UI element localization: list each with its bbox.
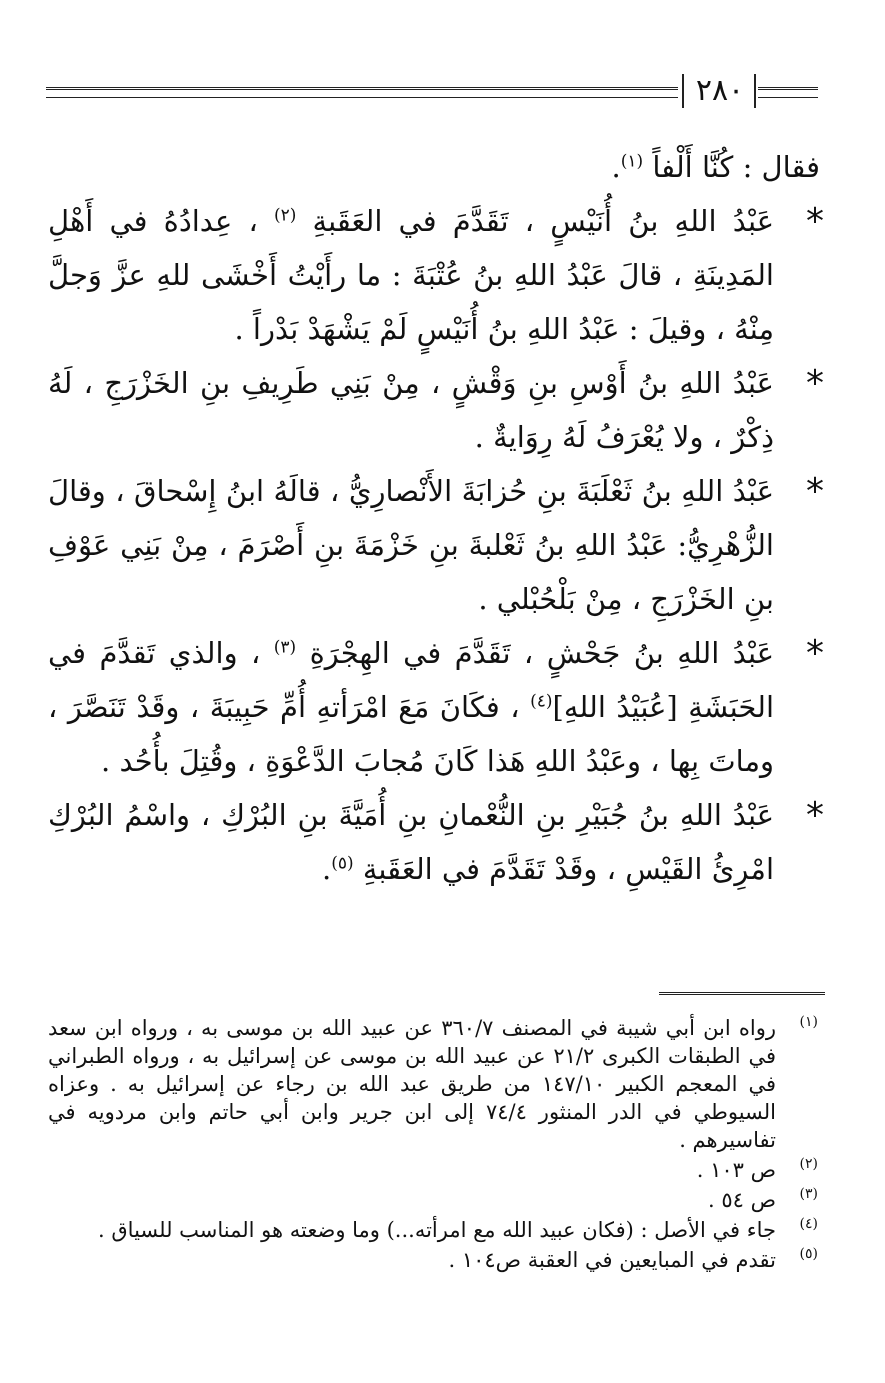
entry-paragraph (48, 356, 824, 464)
intro-text: فقال : كُنَّا أَلْفاً (652, 150, 820, 184)
header-rule-right (758, 87, 818, 98)
entry-text: ، والذي تَقدَّمَ في الحَبَشَةِ [عُبَيْدُ اللهِ] (48, 636, 775, 724)
entry-text: ، عِدادُهُ في أَهْلِ المَدِينَةِ ، قالَ عَبْدُ اللهِ بنُ عُتْبَةَ : ما رأَيْتُ أَخْشَى للهِ عزَّ وَجلَّ مِنْهُ ، وقيلَ : عَبْدُ اللهِ بنُ أُنَيْسٍ لَمْ يَشْهَدْ بَدْراً . (48, 204, 774, 346)
footnote-number: (٤) (799, 1216, 818, 1232)
footnote-ref[interactable]: (١) (620, 151, 644, 172)
footnote-text: تقدم في المبايعين في العقبة ص١٠٤ . (448, 1248, 776, 1272)
intro-end: . (611, 150, 621, 184)
intro-paragraph (48, 140, 820, 194)
asterisk-bullet: * (806, 633, 824, 674)
footnote-item (48, 1014, 818, 1154)
header-divider-left (682, 74, 684, 108)
footnote-ref[interactable]: (٥) (331, 853, 354, 874)
footnote-number: (١) (799, 1014, 818, 1030)
entry-text: عَبْدُ اللهِ بنُ أَوْسِ بنِ وَقْشٍ ، مِنْ بَنِي طَرِيفِ بنِ الخَزْرَجِ ، لَهُ ذِكْرٌ ، ولا يُعْرَفُ لَهُ رِوَايةٌ . (48, 366, 774, 454)
asterisk-bullet: * (806, 471, 824, 512)
footnote-number: (٣) (799, 1186, 818, 1202)
asterisk-bullet: * (806, 795, 824, 836)
footnote-item (48, 1216, 818, 1244)
entry-paragraph (48, 626, 824, 788)
main-text (48, 140, 824, 896)
page-number: ٢٨٠ (695, 73, 745, 108)
header-rule-left (46, 87, 678, 98)
entry-text: عَبْدُ اللهِ بنُ أُنَيْسٍ ، تَقَدَّمَ في العَقَبةِ (312, 204, 774, 238)
entry-paragraph (48, 464, 824, 626)
footnote-text: جاء في الأصل : (فكان عبيد الله مع امرأته...) وما وضعته هو المناسب للسياق . (98, 1218, 776, 1242)
footnote-ref[interactable]: (٢) (273, 205, 297, 226)
page-header (46, 72, 818, 112)
footnote-text: ص ١٠٣ . (696, 1158, 776, 1182)
entry-text: عَبْدُ اللهِ بنُ جَحْشٍ ، تَقَدَّمَ في الهِجْرَةِ (309, 636, 774, 670)
entry-text: ، فكَانَ مَعَ امْرَأتهِ أُمِّ حَبِيبَةَ ، وقَدْ تَنَصَّرَ ، وماتَ بِها ، وعَبْدُ اللهِ هَذا كَانَ مُجابَ الدَّعْوَةِ ، وقُتِلَ بأُحُد . (48, 690, 774, 778)
footnote-separator (659, 992, 825, 999)
footnote-number: (٢) (799, 1156, 818, 1172)
footnote-text: ص ٥٤ . (708, 1188, 776, 1212)
footnote-text: رواه ابن أبي شيبة في المصنف ٣٦٠/٧ عن عبيد الله بن موسى به ، ورواه ابن سعد في الطبقات الكبرى ٢١/٢ عن عبيد الله بن موسى عن إسرائيل به ، ورواه الطبراني في المعجم الكبير ١٤٧/١٠ من طريق عبد الله بن رجاء عن إسرائيل به . وعزاه السيوطي في الدر المنثور ٧٤/٤ إلى ابن جرير وابن أبي حاتم وابن مردويه في تفاسيرهم . (48, 1016, 777, 1152)
footnote-item (48, 1246, 818, 1274)
entry-text: عَبْدُ اللهِ بنُ ثَعْلَبَةَ بنِ حُزابَةَ الأَنْصارِيُّ ، قالَهُ ابنُ إِسْحاقَ ، وقالَ الزُّهْرِيُّ: عَبْدُ اللهِ بنُ ثَعْلبةَ بنِ خَزْمَةَ بنِ أَصْرَمَ ، مِنْ بَنِي عَوْفِ بنِ الخَزْرَجِ ، مِنْ بَلْحُبْلي . (48, 474, 774, 616)
entry-paragraph (48, 194, 824, 356)
asterisk-bullet: * (806, 201, 824, 242)
asterisk-bullet: * (806, 363, 824, 404)
entry-paragraph (48, 788, 824, 896)
header-divider-right (754, 74, 756, 108)
entry-end: . (322, 852, 332, 886)
entry-text: عَبْدُ اللهِ بنُ جُبَيْرِ بنِ النُّعْمانِ بنِ أُمَيَّةَ بنِ البُرْكِ ، واسْمُ البُرْكِ امْرِئُ القَيْسِ ، وقَدْ تَقَدَّمَ في العَقَبةِ (48, 798, 774, 886)
footnote-item (48, 1186, 818, 1214)
footnote-ref[interactable]: (٤) (530, 691, 553, 712)
footnote-ref[interactable]: (٣) (273, 637, 297, 658)
footnotes-section (48, 1014, 818, 1276)
footnote-item (48, 1156, 818, 1184)
footnote-number: (٥) (799, 1246, 818, 1262)
